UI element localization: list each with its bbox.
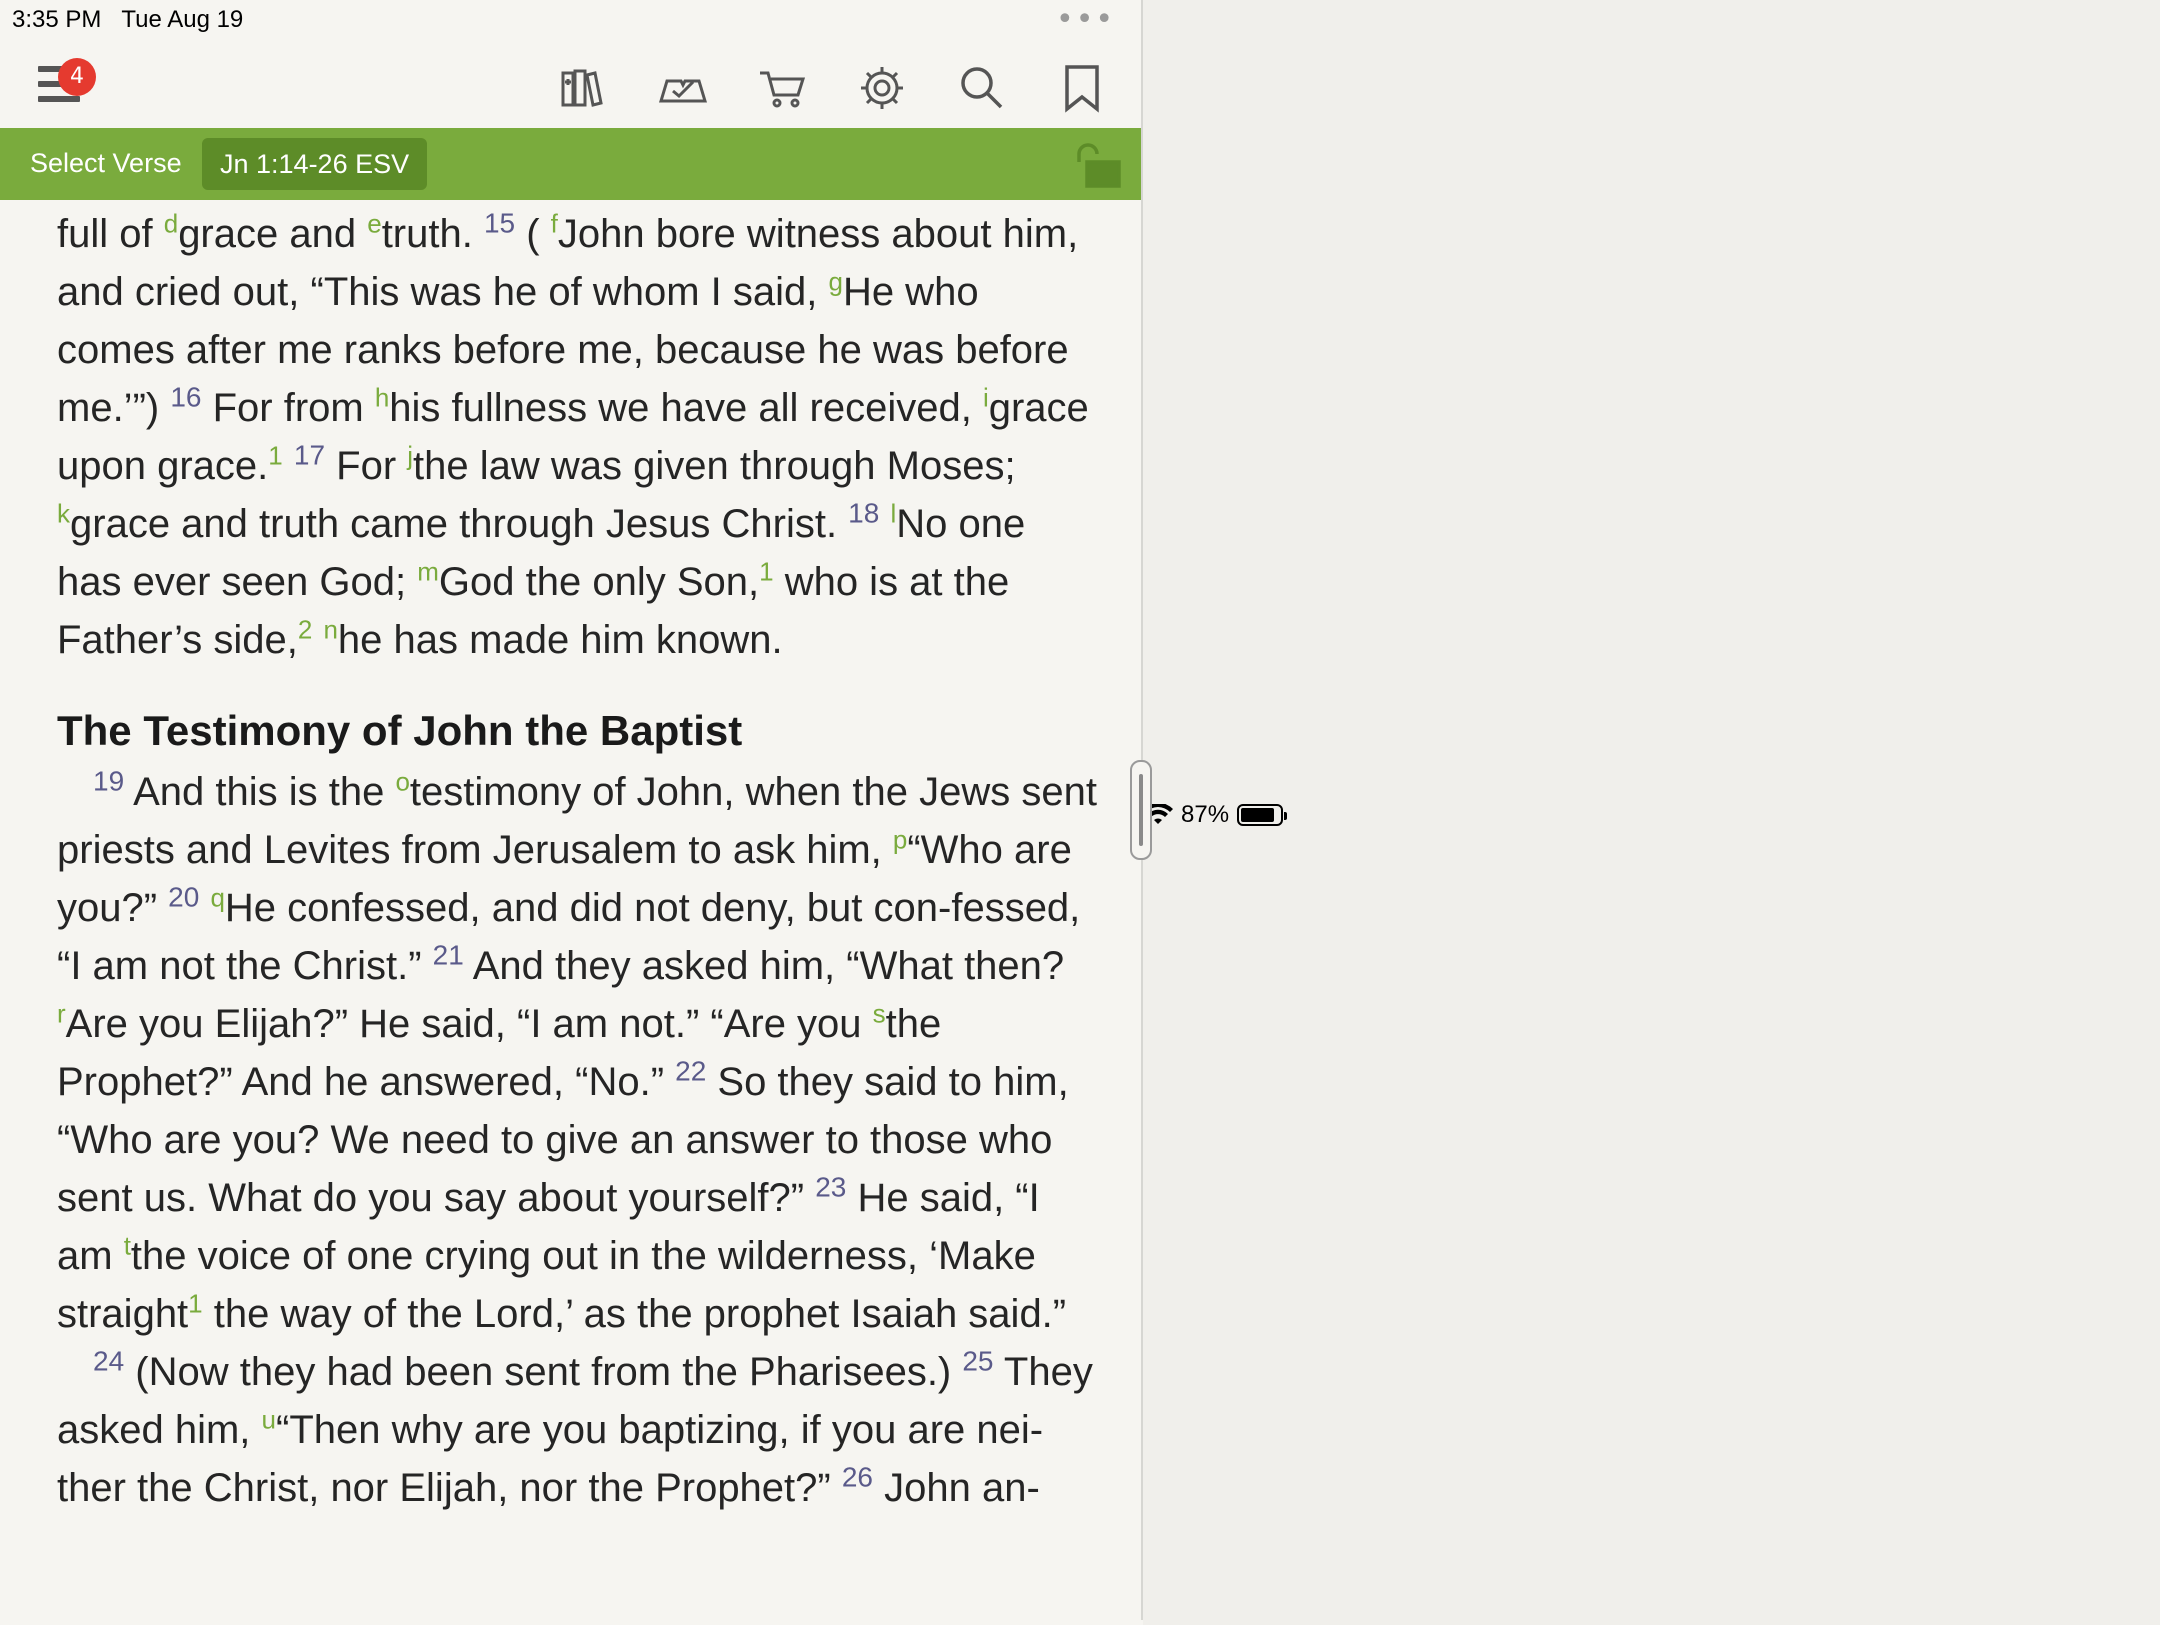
verse-text [312, 618, 323, 662]
verse-text: For [325, 444, 408, 488]
verse-number[interactable]: 20 [168, 881, 200, 913]
unlock-icon[interactable] [1071, 140, 1123, 190]
footnote-marker[interactable]: i [982, 382, 989, 413]
verse-text: the voice of one crying out in the wilderness, ‘Make straight [57, 1234, 1036, 1336]
verse-text: grace and truth came through Jesus Christ. [70, 502, 849, 546]
bible-paragraph [57, 205, 1097, 669]
verse-text: No one has ever seen God; [57, 502, 1026, 604]
verse-text: the Prophet?” And he answered, “No.” [57, 1002, 942, 1104]
verse-text: So they said to him, “Who are you? We need to give an answer to those who sent us. What do you say about yourself?” [57, 1060, 1069, 1220]
battery-percent: 87% [1181, 801, 1230, 828]
verse-text: God the only Son, [438, 560, 760, 604]
search-icon [957, 63, 1007, 113]
verse-text: He said, “I am [57, 1176, 1040, 1278]
reading-plan-icon [657, 63, 707, 113]
search-button[interactable] [954, 60, 1010, 116]
cart-button[interactable] [754, 60, 810, 116]
verse-number[interactable]: 25 [962, 1345, 994, 1377]
bible-paragraph [57, 1343, 1097, 1517]
bookmark-icon [1057, 63, 1107, 113]
footnote-marker[interactable]: u [261, 1404, 276, 1435]
footnote-marker[interactable]: n [323, 614, 338, 645]
verse-text [199, 886, 210, 930]
footnote-marker[interactable]: m [417, 556, 439, 587]
verse-text: grace and [178, 212, 368, 256]
footnote-marker[interactable]: 1 [188, 1288, 203, 1319]
verse-text: his fullness we have all received, [389, 386, 983, 430]
verse-number[interactable]: 15 [483, 207, 516, 239]
verse-text: the law was given through Moses; [413, 444, 1016, 488]
verse-text: And they asked him, “What then? [463, 944, 1065, 988]
verse-number[interactable]: 22 [675, 1055, 707, 1087]
verse-number[interactable]: 23 [815, 1171, 847, 1203]
verse-text: (Now they had been sent from the Pharisees.) [124, 1350, 963, 1394]
verse-text: He confessed, and did not deny, but con-fessed, “I am not the Christ.” [57, 886, 1081, 988]
verse-number[interactable]: 26 [841, 1461, 873, 1493]
verse-text: And this is the [124, 770, 396, 814]
library-icon [557, 63, 607, 113]
footnote-marker[interactable]: j [407, 440, 414, 471]
gear-icon [857, 63, 907, 113]
footnote-marker[interactable]: k [57, 498, 70, 529]
reading-plan-button[interactable] [654, 60, 710, 116]
verse-text: grace upon grace. [57, 386, 1089, 488]
footnote-marker[interactable]: f [550, 208, 558, 239]
footnote-marker[interactable]: q [210, 882, 225, 913]
footnote-marker[interactable]: s [872, 998, 886, 1029]
footnote-marker[interactable]: 1 [268, 440, 283, 471]
verse-text: “Who are you?” [57, 828, 1072, 930]
verse-text [283, 444, 294, 488]
bible-text[interactable] [57, 205, 1097, 1517]
verse-text: They asked him, [57, 1350, 1093, 1452]
verse-text: the way of the Lord,’ as the prophet Isaiah said.” [202, 1292, 1067, 1336]
verse-text: He who comes after me ranks before me, because he was before me.’”) [57, 270, 1069, 430]
verse-text: “Then why are you baptizing, if you are nei-ther the Christ, nor Elijah, nor the Prophet?” [57, 1408, 1044, 1510]
verse-text: John bore witness about him, and cried out, “This was he of whom I said, [57, 212, 1079, 314]
footnote-marker[interactable]: o [395, 766, 410, 797]
footnote-marker[interactable]: 2 [297, 614, 313, 645]
footnote-marker[interactable]: p [892, 824, 908, 855]
verse-number[interactable]: 24 [93, 1345, 125, 1377]
library-button[interactable] [554, 60, 610, 116]
cart-icon [757, 63, 807, 113]
verse-text: who is at the Father’s side, [57, 560, 1010, 662]
verse-text [879, 502, 890, 546]
notification-badge: 4 [58, 58, 96, 96]
verse-bar [0, 128, 1143, 200]
select-verse-button[interactable]: Select Verse [30, 148, 182, 178]
main-toolbar [0, 40, 1143, 128]
bible-paragraph [57, 763, 1097, 1343]
footnote-marker[interactable]: d [163, 208, 179, 239]
verse-text: he has made him known. [337, 618, 783, 662]
verse-text: truth. [381, 212, 484, 256]
multitasking-dots-icon[interactable]: ••• [1056, 2, 1116, 37]
footnote-marker[interactable]: e [367, 208, 382, 239]
verse-number[interactable]: 19 [93, 765, 125, 797]
verse-number[interactable]: 17 [293, 439, 326, 471]
battery-icon [1237, 804, 1283, 826]
footnote-marker[interactable]: h [374, 382, 390, 413]
split-view-handle[interactable] [1130, 760, 1152, 860]
verse-text: John an- [873, 1466, 1040, 1510]
settings-button[interactable] [854, 60, 910, 116]
verse-number[interactable]: 21 [432, 939, 464, 971]
verse-text: ( [515, 212, 551, 256]
verse-text: full of [57, 212, 164, 256]
verse-number[interactable]: 18 [848, 497, 880, 529]
status-right [1143, 5, 2160, 1625]
status-time: 3:35 PM Tue Aug 19 [12, 6, 244, 33]
reference-button[interactable]: Jn 1:14-26 ESV [202, 138, 427, 190]
footnote-marker[interactable]: 1 [759, 556, 774, 587]
verse-text: testimony of John, when the Jews sent priests and Levites from Jerusalem to ask him, [57, 770, 1097, 872]
section-heading: The Testimony of John the Baptist [57, 707, 743, 754]
footnote-marker[interactable]: t [123, 1230, 131, 1261]
verse-text: For from [201, 386, 375, 430]
menu-button[interactable] [36, 60, 100, 120]
footnote-marker[interactable]: r [57, 998, 66, 1029]
footnote-marker[interactable]: g [828, 266, 843, 297]
footnote-marker[interactable]: l [890, 498, 897, 529]
verse-number[interactable]: 16 [170, 381, 202, 413]
bookmark-button[interactable] [1054, 60, 1110, 116]
verse-text: Are you Elijah?” He said, “I am not.” “Are you [65, 1002, 873, 1046]
